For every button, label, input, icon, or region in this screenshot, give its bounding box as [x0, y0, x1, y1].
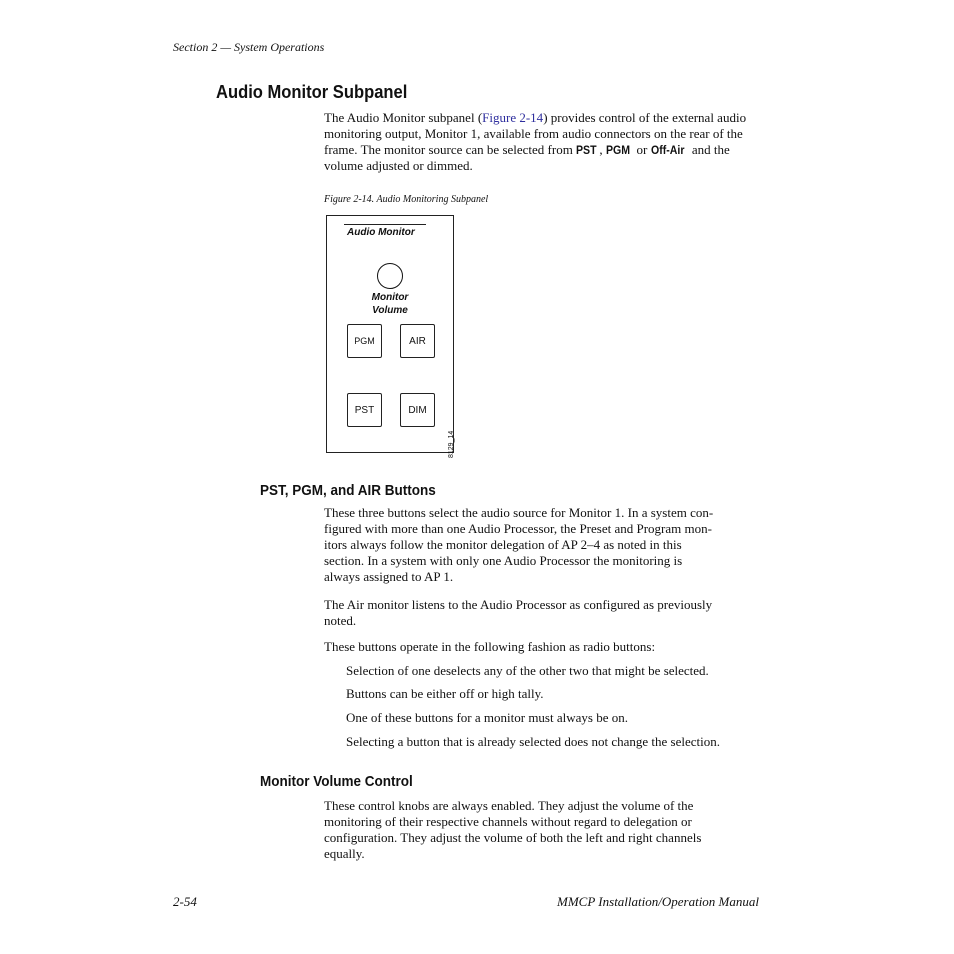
page-number: 2-54: [173, 894, 197, 909]
knob-label: Monitor Volume: [371, 292, 409, 316]
pgm-button: PGM: [347, 324, 382, 358]
list-item: One of these buttons for a monitor must always be on.: [346, 710, 628, 725]
section-title: Audio Monitor Subpanel: [216, 82, 408, 102]
offair-term: Off-Air: [650, 143, 685, 157]
figure-link[interactable]: Figure 2-14: [482, 110, 544, 125]
list-item: Selection of one deselects any of the other two that might be selected.: [346, 663, 709, 678]
figure-caption: Figure 2-14. Audio Monitoring Subpanel: [324, 194, 489, 205]
volume-paragraph: These control knobs are always enabled. They adjust the volume of the monitoring of their respective channels without regard to delegation or configuration. They adjust the volume of both the left and right channels equally.: [324, 798, 702, 861]
list-item: Buttons can be either off or high tally.: [346, 686, 544, 701]
buttons-section-title: PST, PGM, and AIR Buttons: [260, 482, 436, 499]
panel-title-rule: [344, 224, 426, 225]
figure-id: 8129_14: [448, 430, 455, 458]
buttons-para-2: The Air monitor listens to the Audio Processor as configured as previously noted.: [324, 597, 713, 628]
manual-title: MMCP Installation/Operation Manual: [557, 894, 759, 909]
buttons-para-1: These three buttons select the audio source for Monitor 1. In a system con- figured with more than one Audio Processor, the Preset and Program mon- itors always follow the monitor delegation of AP 2–4 as noted in this section. In a system with only one Audio Processor the monitoring is always assigned to AP 1.: [324, 505, 714, 584]
panel-title: Audio Monitor: [347, 227, 415, 238]
dim-button: DIM: [400, 393, 435, 427]
pgm-term: PGM: [605, 143, 630, 157]
monitor-volume-knob: [377, 263, 403, 289]
air-button: AIR: [400, 324, 435, 358]
buttons-para-3: These buttons operate in the following fashion as radio buttons:: [324, 639, 656, 654]
pst-button: PST: [347, 393, 382, 427]
list-item: Selecting a button that is already selected does not change the selection.: [346, 734, 720, 749]
pst-term: PST: [576, 143, 597, 157]
intro-paragraph: The Audio Monitor subpanel (Figure 2-14) provides control of the external audio monitoring output, Monitor 1, available from audio connectors on the rear of the frame. The monitor source can be selected from PST , PGM or Off-Air and the volume adjusted or dimmed.: [324, 110, 747, 173]
volume-section-title: Monitor Volume Control: [260, 773, 413, 790]
running-head: Section 2 — System Operations: [173, 40, 325, 54]
